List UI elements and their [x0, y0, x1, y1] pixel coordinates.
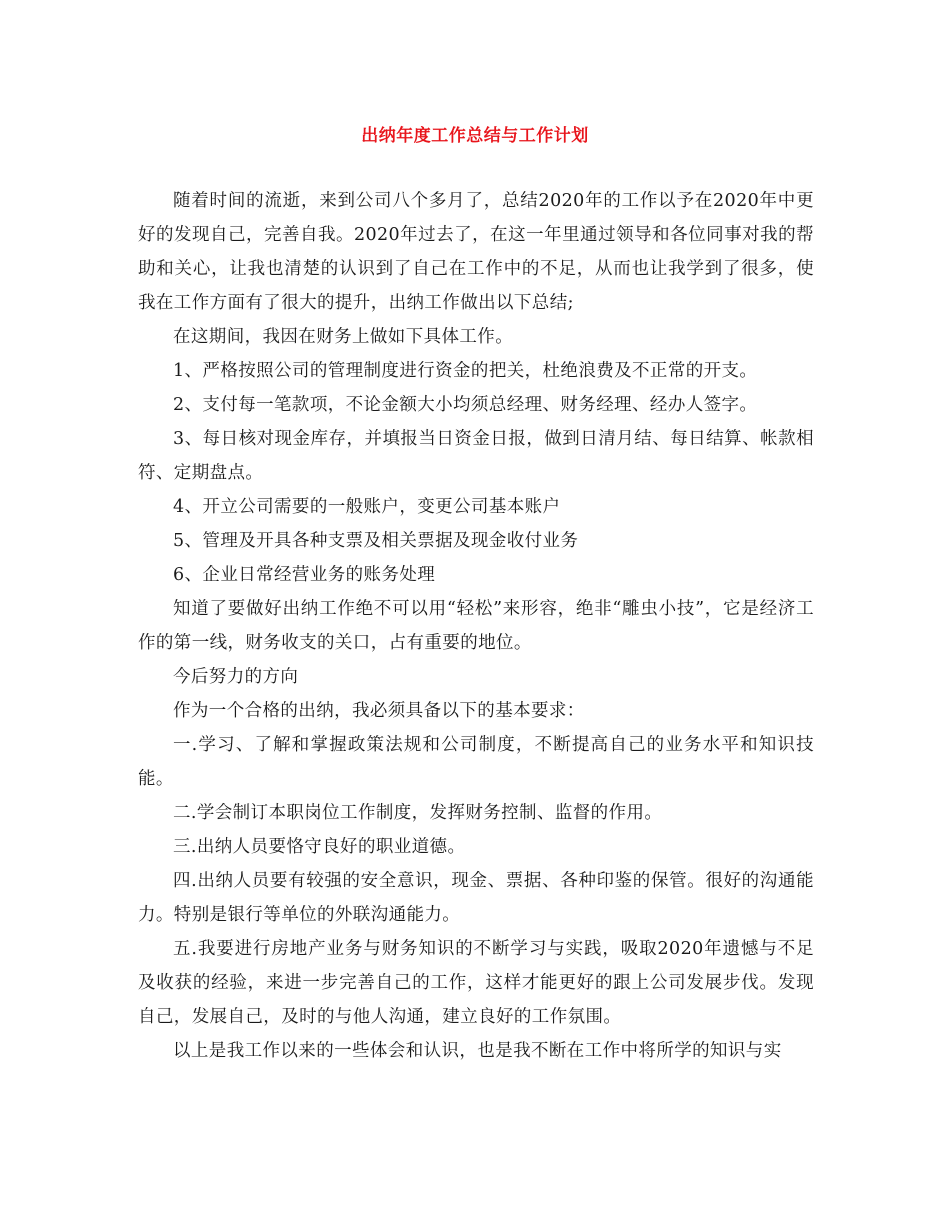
list-item: 6、企业日常经营业务的账务处理	[173, 565, 436, 585]
list-item: 三.出纳人员要恪守良好的职业道德。	[173, 837, 466, 857]
list-item: 3、每日核对现金库存，并填报当日资金日报，做到日清月结、每日结算、帐款相符、定期盘点。	[138, 429, 814, 483]
list-item: 五.我要进行房地产业务与财务知识的不断学习与实践，吸取2020年遗憾与不足及收获的经验，来进一步完善自己的工作，这样才能更好的跟上公司发展步伐。发现自己，发展自己，及时的与他人沟通，建立良好的工作氛围。	[138, 939, 814, 1027]
document-title: 出纳年度工作总结与工作计划	[361, 126, 589, 146]
paragraph-intro: 随着时间的流逝，来到公司八个多月了，总结2020年的工作以予在2020年中更好的发现自己，完善自我。2020年过去了，在这一年里通过领导和各位同事对我的帮助和关心，让我也清楚的认识到了自己在工作中的不足，从而也让我学到了很多，使我在工作方面有了很大的提升，出纳工作做出以下总结;	[138, 191, 814, 313]
section-heading-direction: 今后努力的方向	[173, 667, 299, 687]
list-item: 四.出纳人员要有较强的安全意识，现金、票据、各种印鉴的保管。很好的沟通能力。特别是银行等单位的外联沟通能力。	[138, 871, 814, 925]
paragraph-reflection: 知道了要做好出纳工作绝不可以用“轻松”来形容，绝非“雕虫小技”，它是经济工作的第一线，财务收支的关口，占有重要的地位。	[138, 599, 814, 653]
list-item: 二.学会制订本职岗位工作制度，发挥财务控制、监督的作用。	[173, 803, 663, 823]
document-body	[138, 184, 814, 1068]
paragraph-work-intro: 在这期间，我因在财务上做如下具体工作。	[173, 327, 514, 347]
list-item: 1、严格按照公司的管理制度进行资金的把关，杜绝浪费及不正常的开支。	[173, 361, 758, 381]
list-item: 一.学习、了解和掌握政策法规和公司制度，不断提高自己的业务水平和知识技能。	[138, 735, 814, 789]
paragraph-conclusion: 以上是我工作以来的一些体会和认识，也是我不断在工作中将所学的知识与实	[173, 1041, 782, 1061]
list-item: 4、开立公司需要的一般账户，变更公司基本账户	[173, 497, 561, 517]
paragraph-requirements-intro: 作为一个合格的出纳，我必须具备以下的基本要求：	[173, 701, 585, 721]
list-item: 5、管理及开具各种支票及相关票据及现金收付业务	[173, 531, 579, 551]
list-item: 2、支付每一笔款项，不论金额大小均须总经理、财务经理、经办人签字。	[173, 395, 758, 415]
